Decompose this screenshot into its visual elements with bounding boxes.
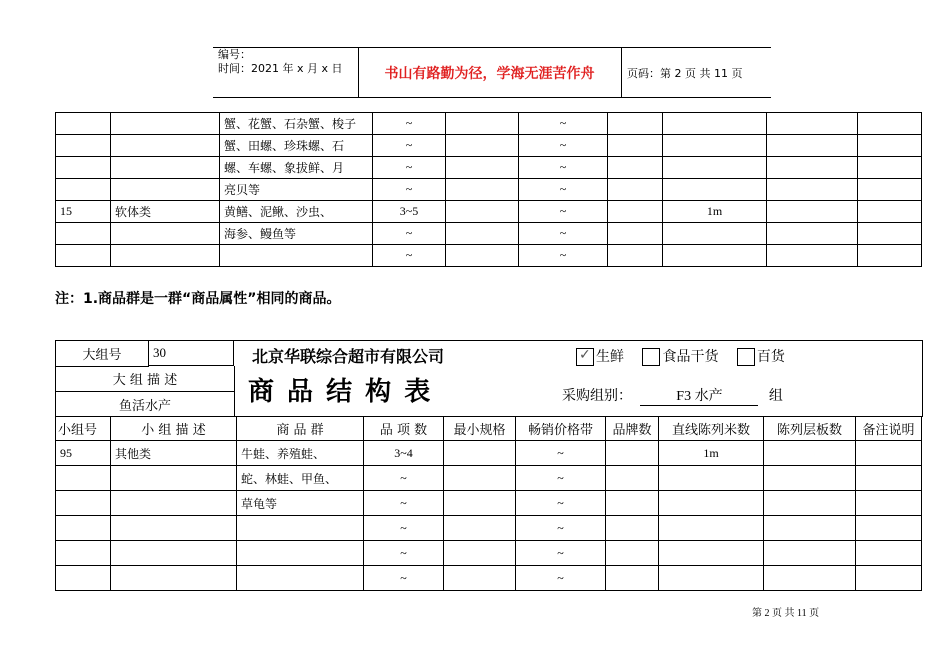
table-cell (767, 113, 858, 135)
table-cell (608, 113, 663, 135)
table-cell: ~ (373, 113, 446, 135)
table-cell (444, 541, 516, 566)
table-cell (856, 566, 922, 591)
purchase-group-label: 采购组别： (562, 388, 632, 404)
table-cell: 1m (663, 201, 767, 223)
table-cell (56, 113, 111, 135)
table-cell: ~ (364, 491, 444, 516)
page-footer: 第 2 页 共 11 页 (752, 608, 820, 619)
general-goods-label: 百货 (756, 349, 785, 365)
column-header: 最小规格 (444, 417, 516, 441)
table-cell: ~ (364, 466, 444, 491)
table-cell (444, 566, 516, 591)
table-cell (111, 223, 220, 245)
category-checkboxes (576, 346, 785, 366)
table-cell (767, 201, 858, 223)
table-cell: ~ (516, 466, 606, 491)
table-cell (659, 516, 764, 541)
table-cell (856, 541, 922, 566)
table-cell (111, 566, 237, 591)
table-row (56, 135, 922, 157)
table-cell (444, 466, 516, 491)
table-row (56, 223, 922, 245)
table-cell (764, 566, 856, 591)
table-cell (111, 541, 237, 566)
table-cell: 其他类 (111, 441, 237, 466)
table-cell (446, 135, 519, 157)
table-cell (659, 491, 764, 516)
company-name: 北京华联综合超市有限公司 (252, 347, 445, 366)
table-cell (606, 491, 659, 516)
table-cell (56, 466, 111, 491)
group-number-value: 30 (148, 341, 234, 366)
table-cell (764, 491, 856, 516)
table-cell (56, 223, 111, 245)
table-cell: ~ (373, 135, 446, 157)
table-cell (446, 113, 519, 135)
table-cell: 95 (56, 441, 111, 466)
table-row (56, 466, 922, 491)
table-cell: 亮贝等 (220, 179, 373, 201)
table-cell (858, 245, 922, 267)
header-page-number: 页码：第 2 页 共 11 页 (627, 66, 743, 80)
table-cell: ~ (519, 157, 608, 179)
table-cell (608, 201, 663, 223)
table-cell (56, 179, 111, 201)
table-cell: 3~5 (373, 201, 446, 223)
table-cell: 海参、鳗鱼等 (220, 223, 373, 245)
table-row (56, 113, 922, 135)
table-cell (663, 157, 767, 179)
document-time: 时间：2021 年 x 月 x 日 (218, 62, 343, 75)
table-cell (237, 566, 364, 591)
table-cell: ~ (364, 541, 444, 566)
table-title: 商 品 结 构 表 (248, 377, 433, 407)
general-goods-checkbox[interactable] (737, 348, 755, 366)
table-cell (56, 541, 111, 566)
dry-goods-checkbox[interactable] (642, 348, 660, 366)
table-cell: 1m (659, 441, 764, 466)
table-cell: 蟹、花蟹、石杂蟹、梭子 (220, 113, 373, 135)
table-cell: 黄鳝、泥鳅、沙虫、 (220, 201, 373, 223)
table-cell (606, 516, 659, 541)
purchase-group-suffix: 组 (768, 388, 783, 404)
column-header: 品 项 数 (364, 417, 444, 441)
table-cell: ~ (519, 201, 608, 223)
dry-goods-label: 食品干货 (662, 349, 719, 365)
table-cell (856, 491, 922, 516)
table-cell: ~ (519, 179, 608, 201)
table-cell: ~ (516, 491, 606, 516)
table-cell (606, 541, 659, 566)
table-cell: ~ (373, 245, 446, 267)
fresh-checkbox[interactable] (576, 348, 594, 366)
table-cell (764, 541, 856, 566)
column-header: 小 组 描 述 (111, 417, 237, 441)
group-description-label: 大 组 描 述 (56, 366, 235, 392)
table-cell (856, 441, 922, 466)
table-cell: ~ (519, 245, 608, 267)
table-cell (858, 135, 922, 157)
table-cell (111, 179, 220, 201)
table-cell: ~ (373, 223, 446, 245)
purchase-group-value: F3 水产 (640, 385, 758, 406)
table-cell (444, 516, 516, 541)
table-cell (220, 245, 373, 267)
table-cell (858, 223, 922, 245)
purchase-group (562, 385, 783, 406)
column-header: 备注说明 (856, 417, 922, 441)
table-cell (606, 566, 659, 591)
table-cell: ~ (364, 516, 444, 541)
table-cell (111, 466, 237, 491)
table-cell (858, 113, 922, 135)
table-cell (56, 135, 111, 157)
product-table-continued (55, 112, 922, 267)
table-cell (111, 245, 220, 267)
table-cell (659, 466, 764, 491)
table-cell (663, 245, 767, 267)
table-row (56, 441, 922, 466)
table-cell (446, 179, 519, 201)
table-cell: ~ (516, 441, 606, 466)
check-icon: ✓ (579, 347, 591, 363)
table-cell: 螺、车螺、象拔鲜、月 (220, 157, 373, 179)
table-cell (56, 516, 111, 541)
table-cell: ~ (516, 541, 606, 566)
column-header: 品牌数 (606, 417, 659, 441)
table-cell: 牛蛙、养殖蛙、 (237, 441, 364, 466)
table-cell (663, 135, 767, 157)
table-cell (659, 566, 764, 591)
table-cell (608, 245, 663, 267)
table-cell (608, 157, 663, 179)
table-cell (608, 135, 663, 157)
table-cell: 15 (56, 201, 111, 223)
table-cell (111, 516, 237, 541)
table-cell (764, 516, 856, 541)
group-description-value: 鱼活水产 (56, 391, 235, 417)
table-cell (608, 223, 663, 245)
table-cell (56, 157, 111, 179)
table-cell: ~ (364, 566, 444, 591)
table-cell: 软体类 (111, 201, 220, 223)
table-cell (111, 113, 220, 135)
page-header (213, 47, 771, 98)
column-header: 直线陈列米数 (659, 417, 764, 441)
table-cell (446, 223, 519, 245)
table-cell: ~ (519, 223, 608, 245)
table-cell: 草龟等 (237, 491, 364, 516)
table-cell (858, 157, 922, 179)
table-cell (858, 179, 922, 201)
table-cell (856, 466, 922, 491)
table-cell (56, 245, 111, 267)
table-cell (663, 179, 767, 201)
table-row (56, 201, 922, 223)
column-header: 商 品 群 (237, 417, 364, 441)
table-cell (858, 201, 922, 223)
table-cell (608, 179, 663, 201)
table-cell (111, 491, 237, 516)
fresh-label: 生鲜 (596, 349, 624, 365)
table-cell (56, 491, 111, 516)
table-cell: ~ (516, 566, 606, 591)
table-cell (663, 113, 767, 135)
document-number-label: 编号： (218, 48, 251, 61)
table-cell (111, 135, 220, 157)
table-cell (856, 516, 922, 541)
table-cell (237, 516, 364, 541)
table-cell: ~ (373, 157, 446, 179)
table-row (56, 245, 922, 267)
table-cell (111, 157, 220, 179)
table-cell (764, 466, 856, 491)
table-cell (767, 179, 858, 201)
table-cell: 3~4 (364, 441, 444, 466)
table-cell: 蛇、林蛙、甲鱼、 (237, 466, 364, 491)
structure-table (55, 416, 922, 591)
table-cell: ~ (519, 135, 608, 157)
column-header: 畅销价格带 (516, 417, 606, 441)
table-row (56, 566, 922, 591)
table-row (56, 179, 922, 201)
header-meta (213, 48, 359, 97)
table-cell: ~ (519, 113, 608, 135)
header-motto: 书山有路勤为径，学海无涯苦作舟 (358, 48, 622, 97)
table-cell (446, 157, 519, 179)
table-row (56, 541, 922, 566)
table-row (56, 516, 922, 541)
table-cell (444, 491, 516, 516)
group-number-label: 大组号 (56, 341, 149, 367)
table-cell (767, 157, 858, 179)
table-cell (767, 245, 858, 267)
table-cell (606, 441, 659, 466)
table-cell (659, 541, 764, 566)
table-cell (446, 201, 519, 223)
table-row (56, 157, 922, 179)
table-cell (767, 223, 858, 245)
table-header-row (56, 417, 922, 441)
note-text: 注：1.商品群是一群“商品属性”相同的商品。 (55, 291, 341, 307)
table-cell (663, 223, 767, 245)
table-cell: 蟹、田螺、珍珠螺、石 (220, 135, 373, 157)
table-cell (767, 135, 858, 157)
table-cell (446, 245, 519, 267)
column-header: 小组号 (56, 417, 111, 441)
table-cell: ~ (516, 516, 606, 541)
table-cell (56, 566, 111, 591)
table-cell (606, 466, 659, 491)
table-row (56, 491, 922, 516)
table-cell (237, 541, 364, 566)
structure-table-header (55, 340, 923, 417)
table-cell (444, 441, 516, 466)
table-cell (764, 441, 856, 466)
column-header: 陈列层板数 (764, 417, 856, 441)
table-cell: ~ (373, 179, 446, 201)
